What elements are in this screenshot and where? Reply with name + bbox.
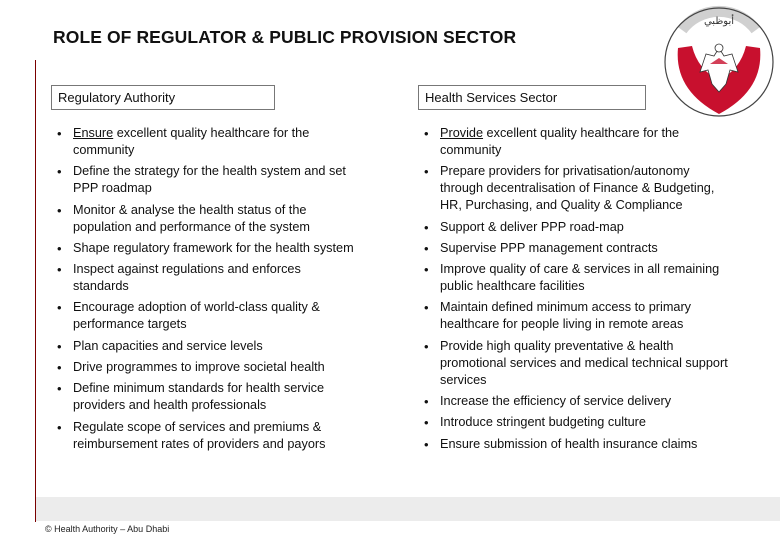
list-item: • Drive programmes to improve societal health xyxy=(56,359,356,376)
list-item: • Regulate scope of services and premiums & reimbursement rates of providers and payors xyxy=(56,419,356,453)
slide-title: ROLE OF REGULATOR & PUBLIC PROVISION SECTOR xyxy=(53,27,517,47)
list-item: • Provide excellent quality healthcare for the community xyxy=(423,125,733,159)
abu-dhabi-emblem xyxy=(660,0,778,120)
health-services-sector-header: Health Services Sector xyxy=(418,85,646,110)
list-item: • Shape regulatory framework for the health system xyxy=(56,240,356,257)
list-item: • Define minimum standards for health service providers and health professionals xyxy=(56,380,356,414)
health-services-sector-list xyxy=(423,125,733,457)
list-item: • Plan capacities and service levels xyxy=(56,338,356,355)
list-item: • Ensure submission of health insurance claims xyxy=(423,436,733,453)
list-item: • Introduce stringent budgeting culture xyxy=(423,414,733,431)
list-item: • Inspect against regulations and enforces standards xyxy=(56,261,356,295)
list-item: • Ensure excellent quality healthcare for the community xyxy=(56,125,356,159)
regulatory-authority-header: Regulatory Authority xyxy=(51,85,275,110)
footer-band xyxy=(36,497,780,521)
list-item: • Improve quality of care & services in all remaining public healthcare facilities xyxy=(423,261,733,295)
list-item: • Increase the efficiency of service delivery xyxy=(423,393,733,410)
list-item: • Define the strategy for the health system and set PPP roadmap xyxy=(56,163,356,197)
footer-copyright: © Health Authority – Abu Dhabi xyxy=(45,524,170,534)
list-item: • Encourage adoption of world-class quality & performance targets xyxy=(56,299,356,333)
emblem-text: أبوظبي xyxy=(703,16,735,27)
list-item: • Prepare providers for privatisation/autonomy through decentralisation of Finance & Budgeting, HR, Purchasing, and Quality & Compliance xyxy=(423,163,733,214)
left-divider-rule xyxy=(35,60,36,522)
list-item: • Monitor & analyse the health status of the population and performance of the system xyxy=(56,202,356,236)
list-item: • Supervise PPP management contracts xyxy=(423,240,733,257)
list-item: • Provide high quality preventative & health promotional services and medical technical support services xyxy=(423,338,733,389)
regulatory-authority-list xyxy=(56,125,356,457)
list-item: • Support & deliver PPP road-map xyxy=(423,219,733,236)
list-item: • Maintain defined minimum access to primary healthcare for people living in remote areas xyxy=(423,299,733,333)
